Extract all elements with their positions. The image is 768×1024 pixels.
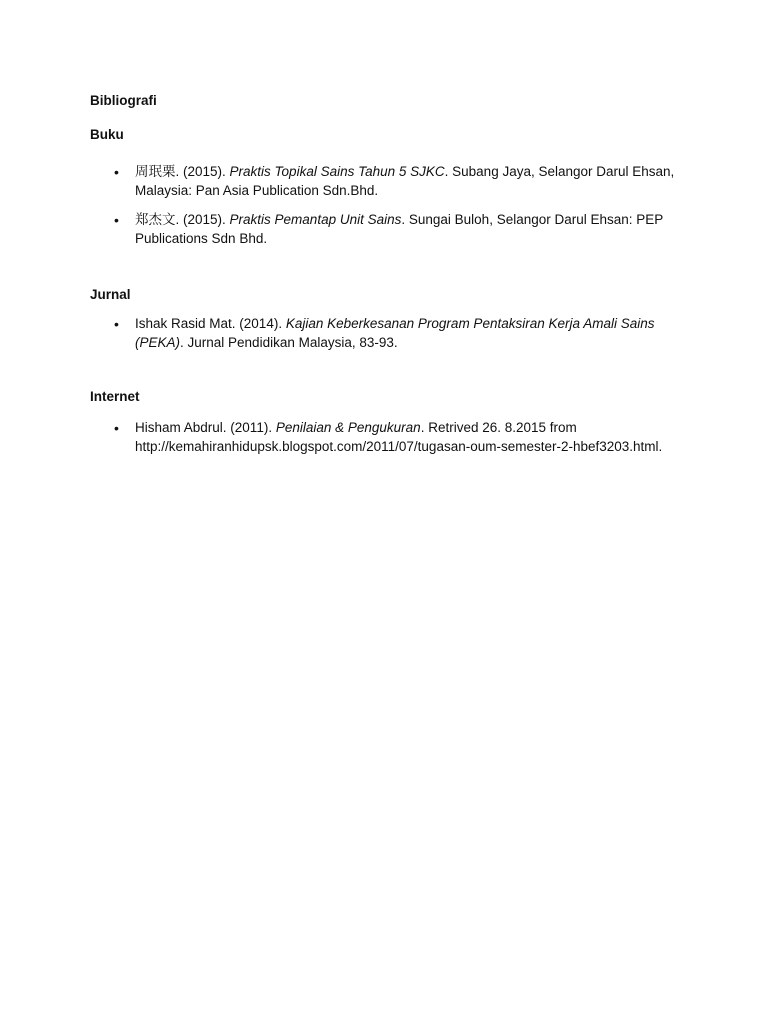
bibliography-entry bbox=[114, 163, 694, 200]
entry-author: Hisham Abdrul bbox=[135, 420, 223, 435]
section-heading-buku: Buku bbox=[90, 127, 124, 142]
entry-title: Penilaian & Pengukuran bbox=[275, 420, 421, 435]
entry-year: . (2015). bbox=[175, 164, 230, 179]
entry-publisher: . Retrived 26. 8.2015 from http://kemahiranhidupsk.blogspot.com/2011/07/tugasan-oum-semester-2-hbef3203.html. bbox=[135, 420, 663, 454]
entry-text bbox=[135, 419, 694, 456]
entry-year: . (2014). bbox=[231, 316, 286, 331]
bibliography-entry bbox=[114, 315, 694, 352]
entry-text bbox=[135, 315, 694, 352]
entry-title: Praktis Topikal Sains Tahun 5 SJKC bbox=[229, 164, 445, 179]
entry-publisher: . Sungai Buloh, Selangor Darul Ehsan: PEP Publications Sdn Bhd. bbox=[135, 212, 664, 246]
entry-publisher: . Subang Jaya, Selangor Darul Ehsan, Malaysia: Pan Asia Publication Sdn.Bhd. bbox=[135, 164, 675, 198]
bullet-icon: • bbox=[114, 420, 119, 436]
section-heading-internet: Internet bbox=[90, 389, 140, 404]
bullet-icon: • bbox=[114, 164, 119, 180]
bibliography-entry bbox=[114, 211, 694, 248]
entry-text bbox=[135, 163, 694, 200]
entry-publisher: . Jurnal Pendidikan Malaysia, 83-93. bbox=[180, 334, 398, 350]
entry-title: Kajian Keberkesanan Program Pentaksiran Kerja Amali Sains (PEKA) bbox=[135, 316, 655, 350]
page-title: Bibliografi bbox=[90, 93, 157, 108]
bullet-icon: • bbox=[114, 316, 119, 332]
entry-title: Praktis Pemantap Unit Sains bbox=[229, 212, 402, 227]
entry-year: . (2011). bbox=[222, 420, 276, 435]
entry-year: . (2015). bbox=[175, 212, 230, 227]
section-heading-jurnal: Jurnal bbox=[90, 287, 131, 302]
entry-author: Ishak Rasid Mat bbox=[135, 316, 232, 331]
entry-author: 周珉栗 bbox=[135, 164, 176, 179]
entry-text bbox=[135, 211, 694, 248]
entry-author: 郑杰文 bbox=[135, 212, 176, 227]
bibliography-entry bbox=[114, 419, 694, 456]
bullet-icon: • bbox=[114, 212, 119, 228]
